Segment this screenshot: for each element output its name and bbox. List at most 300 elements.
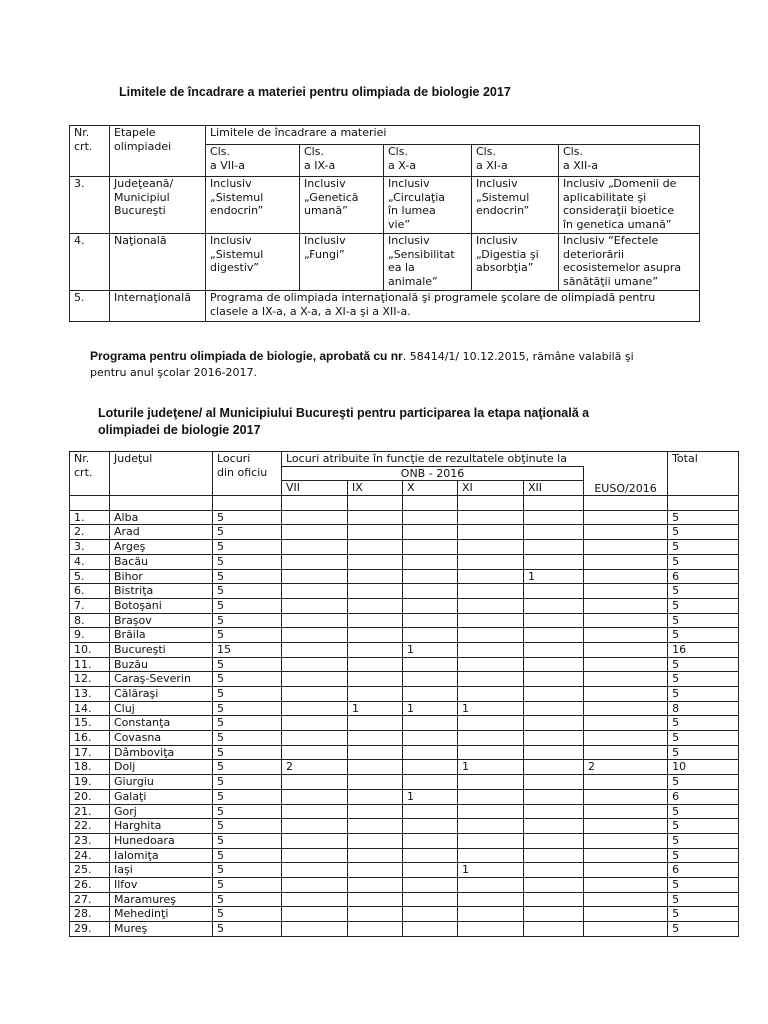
onb-vii	[282, 716, 348, 731]
row-nr: 9.	[70, 628, 110, 643]
table-row	[70, 598, 739, 613]
table-row	[70, 642, 739, 657]
onb-xii	[524, 613, 584, 628]
onb-xi	[458, 525, 524, 540]
table-row	[70, 907, 739, 922]
table-row	[70, 819, 739, 834]
onb-xii	[524, 892, 584, 907]
onb-vii	[282, 833, 348, 848]
onb-xi: 1	[458, 863, 524, 878]
limit-cell: Inclusiv „Sensibilitat ea la animale”	[384, 234, 472, 291]
euso-value	[584, 892, 668, 907]
euso-value	[584, 598, 668, 613]
onb-xi	[458, 554, 524, 569]
county-name: Bistriţa	[110, 584, 213, 599]
onb-vii	[282, 525, 348, 540]
header-onb: ONB - 2016	[282, 466, 584, 481]
onb-xii	[524, 877, 584, 892]
oficiu-value: 5	[213, 877, 282, 892]
onb-ix	[348, 510, 403, 525]
class-header: Cls. a XII-a	[559, 145, 700, 177]
county-name: Caraş-Severin	[110, 672, 213, 687]
row-nr: 20.	[70, 789, 110, 804]
onb-vii	[282, 907, 348, 922]
table-row	[70, 540, 739, 555]
county-name: Cluj	[110, 701, 213, 716]
class-header: Cls. a IX-a	[300, 145, 384, 177]
onb-x	[403, 892, 458, 907]
onb-x	[403, 907, 458, 922]
onb-ix	[348, 892, 403, 907]
county-name: Buzău	[110, 657, 213, 672]
onb-vii	[282, 642, 348, 657]
row-nr: 21.	[70, 804, 110, 819]
total-value: 5	[668, 598, 739, 613]
onb-xii	[524, 540, 584, 555]
euso-value	[584, 775, 668, 790]
onb-xii	[524, 584, 584, 599]
county-name: Harghita	[110, 819, 213, 834]
row-nr: 15.	[70, 716, 110, 731]
onb-vii	[282, 584, 348, 599]
onb-ix	[348, 804, 403, 819]
euso-value	[584, 848, 668, 863]
row-etapa: Internaţională	[110, 291, 206, 322]
onb-ix	[348, 789, 403, 804]
onb-x	[403, 863, 458, 878]
onb-x	[403, 540, 458, 555]
total-value: 5	[668, 613, 739, 628]
county-name: Hunedoara	[110, 833, 213, 848]
onb-xii	[524, 598, 584, 613]
onb-vii	[282, 819, 348, 834]
row-nr: 26.	[70, 877, 110, 892]
county-name: Iaşi	[110, 863, 213, 878]
row-nr: 13.	[70, 687, 110, 702]
oficiu-value: 5	[213, 584, 282, 599]
oficiu-value: 5	[213, 569, 282, 584]
oficiu-value: 15	[213, 642, 282, 657]
program-note-rest: . 58414/1/ 10.12.2015, rămâne valabilă şi	[402, 350, 634, 363]
county-name: Bacău	[110, 554, 213, 569]
oficiu-value: 5	[213, 613, 282, 628]
row-nr: 7.	[70, 598, 110, 613]
onb-vii	[282, 745, 348, 760]
table-row	[70, 672, 739, 687]
total-value: 5	[668, 907, 739, 922]
table-row	[70, 775, 739, 790]
col-header: VII	[282, 481, 348, 496]
table-row	[70, 525, 739, 540]
onb-ix	[348, 833, 403, 848]
onb-xii	[524, 687, 584, 702]
onb-xii	[524, 819, 584, 834]
limit-cell: Inclusiv „Sistemul endocrin”	[206, 177, 300, 234]
total-value: 6	[668, 789, 739, 804]
onb-xi	[458, 775, 524, 790]
onb-ix	[348, 584, 403, 599]
oficiu-value: 5	[213, 833, 282, 848]
title-loturi: Loturile judeţene/ al Municipiului Bucureşti pentru participarea la etapa naţională a olimpiadei de biologie 2017	[98, 406, 590, 437]
row-nr: 16.	[70, 731, 110, 746]
onb-ix	[348, 731, 403, 746]
table-row	[70, 922, 739, 937]
onb-vii	[282, 848, 348, 863]
onb-vii	[282, 804, 348, 819]
table-row	[70, 716, 739, 731]
row-nr: 22.	[70, 819, 110, 834]
euso-value: 2	[584, 760, 668, 775]
table-row	[70, 892, 739, 907]
limit-cell: Inclusiv „Sistemul digestiv”	[206, 234, 300, 291]
total-value: 5	[668, 628, 739, 643]
onb-xii	[524, 745, 584, 760]
total-value: 5	[668, 775, 739, 790]
onb-xii	[524, 525, 584, 540]
county-name: Maramureş	[110, 892, 213, 907]
county-name: Alba	[110, 510, 213, 525]
row-nr: 5.	[70, 291, 110, 322]
euso-value	[584, 657, 668, 672]
header-nr: Nr. crt.	[70, 452, 110, 496]
onb-x	[403, 760, 458, 775]
total-value: 5	[668, 892, 739, 907]
table-row	[70, 789, 739, 804]
title-limits: Limitele de încadrare a materiei pentru olimpiada de biologie 2017	[119, 85, 511, 99]
total-value: 6	[668, 569, 739, 584]
onb-vii	[282, 657, 348, 672]
onb-x	[403, 775, 458, 790]
onb-xi	[458, 598, 524, 613]
row-nationala	[70, 234, 700, 291]
total-value: 5	[668, 833, 739, 848]
header-oficiu: Locuri din oficiu	[213, 452, 282, 496]
onb-xi	[458, 804, 524, 819]
onb-x: 1	[403, 789, 458, 804]
table-row	[70, 657, 739, 672]
onb-xii	[524, 863, 584, 878]
euso-value	[584, 922, 668, 937]
onb-ix	[348, 525, 403, 540]
row-nr: 24.	[70, 848, 110, 863]
header-judet: Judeţul	[110, 452, 213, 496]
onb-vii: 2	[282, 760, 348, 775]
table-row	[70, 731, 739, 746]
onb-xi: 1	[458, 760, 524, 775]
oficiu-value: 5	[213, 775, 282, 790]
onb-ix	[348, 819, 403, 834]
onb-vii	[282, 701, 348, 716]
table-row	[70, 701, 739, 716]
county-name: Giurgiu	[110, 775, 213, 790]
oficiu-value: 5	[213, 525, 282, 540]
euso-value	[584, 804, 668, 819]
header-etape: Etapele olimpiadei	[110, 126, 206, 177]
total-value: 5	[668, 848, 739, 863]
onb-vii	[282, 554, 348, 569]
table-row	[70, 833, 739, 848]
county-name: Dolj	[110, 760, 213, 775]
class-header: Cls. a X-a	[384, 145, 472, 177]
total-value: 5	[668, 922, 739, 937]
total-value: 5	[668, 731, 739, 746]
limits-table	[69, 125, 700, 322]
oficiu-value: 5	[213, 687, 282, 702]
euso-value	[584, 877, 668, 892]
table-row	[70, 584, 739, 599]
onb-xi	[458, 657, 524, 672]
oficiu-value: 5	[213, 907, 282, 922]
onb-x	[403, 716, 458, 731]
oficiu-value: 5	[213, 848, 282, 863]
onb-ix	[348, 598, 403, 613]
onb-xi	[458, 613, 524, 628]
program-note	[90, 348, 634, 381]
euso-value	[584, 716, 668, 731]
table-row	[70, 877, 739, 892]
row-nr: 11.	[70, 657, 110, 672]
onb-vii	[282, 922, 348, 937]
row-internationala	[70, 291, 700, 322]
euso-value	[584, 819, 668, 834]
row-nr: 12.	[70, 672, 110, 687]
euso-value	[584, 628, 668, 643]
onb-xii	[524, 510, 584, 525]
total-value: 5	[668, 819, 739, 834]
county-name: Ialomiţa	[110, 848, 213, 863]
onb-ix	[348, 863, 403, 878]
euso-value	[584, 584, 668, 599]
euso-value	[584, 642, 668, 657]
onb-ix	[348, 877, 403, 892]
total-value: 5	[668, 510, 739, 525]
limit-cell: Inclusiv „Domenii de aplicabilitate şi consideraţii bioetice în genetica umană”	[559, 177, 700, 234]
onb-x	[403, 745, 458, 760]
limit-cell: Inclusiv „Digestia şi absorbţia”	[472, 234, 559, 291]
total-value: 5	[668, 745, 739, 760]
col-header: XI	[458, 481, 524, 496]
county-name: Argeş	[110, 540, 213, 555]
onb-x	[403, 819, 458, 834]
oficiu-value: 5	[213, 745, 282, 760]
table-row	[70, 613, 739, 628]
header-nr: Nr. crt.	[70, 126, 110, 177]
header-euso: EUSO/2016	[584, 466, 668, 495]
table-row	[70, 848, 739, 863]
onb-xi	[458, 628, 524, 643]
county-name: Ilfov	[110, 877, 213, 892]
loturi-table	[69, 451, 739, 937]
onb-vii	[282, 863, 348, 878]
oficiu-value: 5	[213, 628, 282, 643]
oficiu-value: 5	[213, 892, 282, 907]
onb-x	[403, 687, 458, 702]
onb-ix	[348, 716, 403, 731]
row-etapa: Naţională	[110, 234, 206, 291]
county-name: Botoşani	[110, 598, 213, 613]
onb-xii	[524, 657, 584, 672]
onb-ix	[348, 922, 403, 937]
onb-xii	[524, 716, 584, 731]
total-value: 5	[668, 554, 739, 569]
header-locuri: Locuri atribuite în funcţie de rezultatele obţinute la	[282, 452, 668, 467]
oficiu-value: 5	[213, 510, 282, 525]
onb-x: 1	[403, 701, 458, 716]
onb-vii	[282, 628, 348, 643]
onb-xi	[458, 584, 524, 599]
onb-xi	[458, 642, 524, 657]
limit-cell: Inclusiv „Fungi”	[300, 234, 384, 291]
euso-value	[584, 789, 668, 804]
onb-xi	[458, 907, 524, 922]
oficiu-value: 5	[213, 819, 282, 834]
onb-ix	[348, 569, 403, 584]
total-value: 5	[668, 584, 739, 599]
row-nr: 29.	[70, 922, 110, 937]
total-value: 5	[668, 525, 739, 540]
limit-cell: Inclusiv „Circulaţia în lumea vie”	[384, 177, 472, 234]
onb-xii	[524, 848, 584, 863]
onb-x	[403, 525, 458, 540]
county-name: Bihor	[110, 569, 213, 584]
onb-xii	[524, 775, 584, 790]
onb-vii	[282, 775, 348, 790]
onb-ix	[348, 687, 403, 702]
oficiu-value: 5	[213, 554, 282, 569]
col-header: XII	[524, 481, 584, 496]
euso-value	[584, 701, 668, 716]
onb-x	[403, 584, 458, 599]
euso-value	[584, 510, 668, 525]
euso-value	[584, 863, 668, 878]
oficiu-value: 5	[213, 760, 282, 775]
euso-value	[584, 907, 668, 922]
limit-cell-span: Programa de olimpiada internaţională şi programele şcolare de olimpiadă pentru clasele a IX-a, a X-a, a XI-a şi a XII-a.	[206, 291, 700, 322]
onb-x	[403, 657, 458, 672]
total-value: 10	[668, 760, 739, 775]
oficiu-value: 5	[213, 672, 282, 687]
col-header: X	[403, 481, 458, 496]
class-header: Cls. a XI-a	[472, 145, 559, 177]
onb-xii	[524, 672, 584, 687]
header-total: Total	[668, 452, 739, 496]
onb-x	[403, 554, 458, 569]
onb-vii	[282, 613, 348, 628]
onb-x	[403, 848, 458, 863]
county-name: Braşov	[110, 613, 213, 628]
row-nr: 1.	[70, 510, 110, 525]
onb-xii: 1	[524, 569, 584, 584]
class-header: Cls. a VII-a	[206, 145, 300, 177]
onb-xi	[458, 892, 524, 907]
county-name: Arad	[110, 525, 213, 540]
county-name: Mureş	[110, 922, 213, 937]
onb-vii	[282, 598, 348, 613]
total-value: 5	[668, 804, 739, 819]
row-nr: 3.	[70, 540, 110, 555]
total-value: 5	[668, 877, 739, 892]
onb-xii	[524, 554, 584, 569]
county-name: Călăraşi	[110, 687, 213, 702]
onb-vii	[282, 789, 348, 804]
onb-xi	[458, 569, 524, 584]
onb-xii	[524, 628, 584, 643]
county-name: Galaţi	[110, 789, 213, 804]
euso-value	[584, 613, 668, 628]
table-row	[70, 554, 739, 569]
oficiu-value: 5	[213, 804, 282, 819]
row-judeteana	[70, 177, 700, 234]
county-name: Gorj	[110, 804, 213, 819]
onb-vii	[282, 687, 348, 702]
onb-xi	[458, 848, 524, 863]
oficiu-value: 5	[213, 540, 282, 555]
onb-x	[403, 613, 458, 628]
oficiu-value: 5	[213, 716, 282, 731]
table-row	[70, 745, 739, 760]
euso-value	[584, 731, 668, 746]
total-value: 16	[668, 642, 739, 657]
onb-vii	[282, 672, 348, 687]
row-nr: 10.	[70, 642, 110, 657]
euso-value	[584, 540, 668, 555]
row-nr: 3.	[70, 177, 110, 234]
onb-ix	[348, 848, 403, 863]
onb-ix	[348, 672, 403, 687]
county-name: Bucureşti	[110, 642, 213, 657]
row-nr: 4.	[70, 234, 110, 291]
onb-x	[403, 833, 458, 848]
total-value: 8	[668, 701, 739, 716]
row-nr: 17.	[70, 745, 110, 760]
oficiu-value: 5	[213, 863, 282, 878]
onb-xii	[524, 833, 584, 848]
onb-x	[403, 731, 458, 746]
table-row	[70, 510, 739, 525]
onb-xii	[524, 907, 584, 922]
row-etapa: Judeţeană/ Municipiul Bucureşti	[110, 177, 206, 234]
oficiu-value: 5	[213, 922, 282, 937]
onb-ix	[348, 760, 403, 775]
onb-ix	[348, 907, 403, 922]
program-note-line2: pentru anul şcolar 2016-2017.	[90, 366, 258, 379]
row-nr: 25.	[70, 863, 110, 878]
euso-value	[584, 569, 668, 584]
onb-ix	[348, 657, 403, 672]
row-nr: 14.	[70, 701, 110, 716]
oficiu-value: 5	[213, 731, 282, 746]
row-nr: 8.	[70, 613, 110, 628]
program-note-bold: Programa pentru olimpiada de biologie, aprobată cu nr	[90, 349, 403, 363]
onb-ix	[348, 775, 403, 790]
euso-value	[584, 554, 668, 569]
row-nr: 23.	[70, 833, 110, 848]
onb-x	[403, 877, 458, 892]
onb-x	[403, 672, 458, 687]
onb-ix	[348, 613, 403, 628]
euso-value	[584, 833, 668, 848]
onb-xii	[524, 760, 584, 775]
onb-xi	[458, 789, 524, 804]
row-nr: 27.	[70, 892, 110, 907]
row-nr: 4.	[70, 554, 110, 569]
euso-value	[584, 672, 668, 687]
oficiu-value: 5	[213, 701, 282, 716]
onb-xi	[458, 819, 524, 834]
onb-xi	[458, 731, 524, 746]
table-row	[70, 628, 739, 643]
onb-x: 1	[403, 642, 458, 657]
